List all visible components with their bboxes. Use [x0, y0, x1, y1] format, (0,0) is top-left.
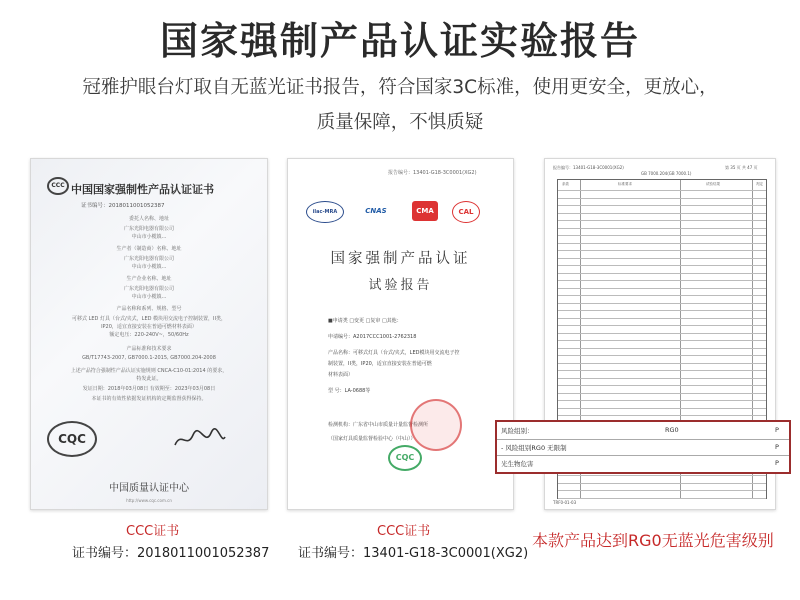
page-subtitle: 冠雅护眼台灯取自无蓝光证书报告，符合国家3C标准，使用更安全，更放心，质量保障，不惧质疑 — [82, 77, 718, 133]
table-rule — [558, 370, 766, 371]
report-field: 检测机构：广东省中山市质量计量监督检测所 — [328, 422, 429, 428]
table-rule — [558, 348, 766, 349]
caption-number-2: 证书编号：13401-G18-3C0001(XG2) — [298, 546, 529, 561]
table-rule — [558, 393, 766, 394]
table-rule — [558, 363, 766, 364]
cqc-logo-icon: CQC — [388, 445, 422, 471]
table-rule — [558, 265, 766, 266]
issuer-url: http://www.cqc.com.cn — [126, 498, 172, 503]
table-rule — [558, 415, 766, 416]
table-rule — [558, 258, 766, 259]
table-rule — [558, 340, 766, 341]
cnas-badge: CNAS — [365, 207, 387, 215]
table-rule — [558, 190, 766, 191]
cert-line: IP20，适宜直接安装在普通可燃材料表面） — [101, 324, 197, 330]
cert-line: 本证书的有效性依据发证机构的定期监督获得保持。 — [91, 396, 207, 402]
zoom-row: 光生物危害 P — [501, 459, 779, 468]
test-report-image — [287, 158, 514, 510]
report-field: 制装置，II类，IP20，适宜直接安装在普通可燃 — [328, 361, 432, 367]
col-head: 标准要求 — [618, 182, 632, 186]
caption-rg0: 本款产品达到RG0无蓝光危害级别 — [532, 531, 774, 550]
table-rule — [558, 483, 766, 484]
ilac-mra-badge: ilac-MRA — [306, 201, 344, 223]
issuer-org: 中国质量认证中心 — [109, 483, 189, 494]
table-rule — [558, 498, 766, 499]
ccc-logo-icon: CCC — [47, 177, 69, 195]
cert-line: 产品名称和系列、规格、型号 — [116, 306, 182, 312]
table-rule — [558, 273, 766, 274]
table-rule — [558, 475, 766, 476]
table-rule — [558, 378, 766, 379]
table-rule — [558, 303, 766, 304]
table-footer: TRF0-01-03 — [553, 500, 577, 505]
table-rule — [558, 318, 766, 319]
cert-line: 特发此证。 — [136, 376, 162, 382]
cert-line: 广东光阳电器有限公司 — [123, 286, 174, 292]
table-rule — [558, 243, 766, 244]
table-rule — [558, 355, 766, 356]
report-title: 国家强制产品认证 — [330, 251, 471, 267]
table-rule — [558, 325, 766, 326]
zoom-row: 风险组别： RG0 P — [497, 422, 789, 440]
caption-ccc-1: CCC证书 — [126, 524, 180, 539]
col-head: 条款 — [562, 182, 569, 186]
table-rule — [558, 288, 766, 289]
cert-line: 生产企业名称、地址 — [126, 276, 172, 282]
table-rule — [558, 235, 766, 236]
table-rule — [558, 385, 766, 386]
cert-line: 上述产品符合强制性产品认证实施规则 CNCA-C10-01:2014 的要求， — [70, 368, 228, 374]
report-field: 材料表面） — [328, 372, 354, 378]
report-subtitle: 试验报告 — [368, 278, 433, 293]
table-header-right: 第 35 页 共 47 页 — [725, 165, 758, 170]
cert-line: 委托人名称、地址 — [128, 216, 169, 222]
table-rule — [558, 280, 766, 281]
zoom-row: - 风险组别RG0 无限制 P — [497, 439, 789, 456]
cqc-logo-icon: CQC — [47, 421, 97, 457]
report-field: 申请编号：A2017CCC1001-2762318 — [328, 334, 417, 340]
table-header-left: 报告编号：13401-G18-3C0001(XG2) — [553, 165, 624, 170]
table-rule — [558, 310, 766, 311]
certificate-heading: 中国国家强制性产品认证证书 — [71, 183, 214, 196]
cert-line: 中山市小榄镇... — [131, 294, 167, 300]
report-number-top: 报告编号：13401-G18-3C0001(XG2) — [388, 170, 477, 176]
cert-line: 产品标准和技术要求 — [126, 346, 172, 352]
table-rule — [558, 400, 766, 401]
table-rule — [558, 490, 766, 491]
cert-line: GB/T17743-2007, GB7000.1-2015, GB7000.204-2008 — [82, 355, 216, 361]
cal-badge: CAL — [452, 201, 480, 223]
report-field: 型 号：LA-0688等 — [328, 388, 371, 394]
report-field: 产品名称：可移式灯具（台式/夹式，LED模块用交流电子控 — [328, 350, 460, 356]
table-rule — [558, 250, 766, 251]
cma-badge: CMA — [412, 201, 438, 221]
table-rule — [558, 198, 766, 199]
cert-line: 中山市小榄镇... — [131, 234, 167, 240]
report-field: （国家灯具质量监督检验中心（中山）） — [328, 436, 416, 442]
rg0-zoom-callout — [495, 420, 791, 474]
cert-line: 中山市小榄镇... — [131, 264, 167, 270]
table-rule — [558, 295, 766, 296]
caption-number-1: 证书编号：2018011001052387 — [72, 546, 270, 561]
table-header-mid: GB 7000.204(GB 7000.1) — [641, 171, 692, 176]
cert-line: 生产者（制造商）名称、地址 — [116, 246, 182, 252]
cert-line: 发证日期：2018年03月08日 有效期至：2023年03月08日 — [82, 386, 216, 392]
cert-line: 广东光阳电器有限公司 — [123, 226, 174, 232]
table-rule — [558, 205, 766, 206]
signature-icon — [171, 427, 227, 453]
table-rule — [558, 228, 766, 229]
table-rule — [558, 213, 766, 214]
certificate-number-line: 证书编号：2018011001052387 — [81, 203, 165, 209]
table-rule — [558, 220, 766, 221]
cert-line: 广东光阳电器有限公司 — [123, 256, 174, 262]
cert-line: 额定电压：220-240V~，50/60Hz — [109, 332, 189, 338]
caption-ccc-2: CCC证书 — [377, 524, 431, 539]
table-rule — [558, 408, 766, 409]
red-seal-icon — [410, 399, 462, 451]
col-head: 试验结果 — [706, 182, 720, 186]
report-field: ■申请类 □变更 □复审 □其他： — [328, 318, 402, 324]
ccc-certificate-image — [30, 158, 268, 510]
col-head: 判定 — [756, 182, 763, 186]
cert-line: 可移式 LED 灯具（台式/夹式，LED 模块用交流电子控制装置，II类， — [72, 316, 226, 322]
table-rule — [558, 333, 766, 334]
page-title: 国家强制产品认证实验报告 — [159, 19, 640, 63]
